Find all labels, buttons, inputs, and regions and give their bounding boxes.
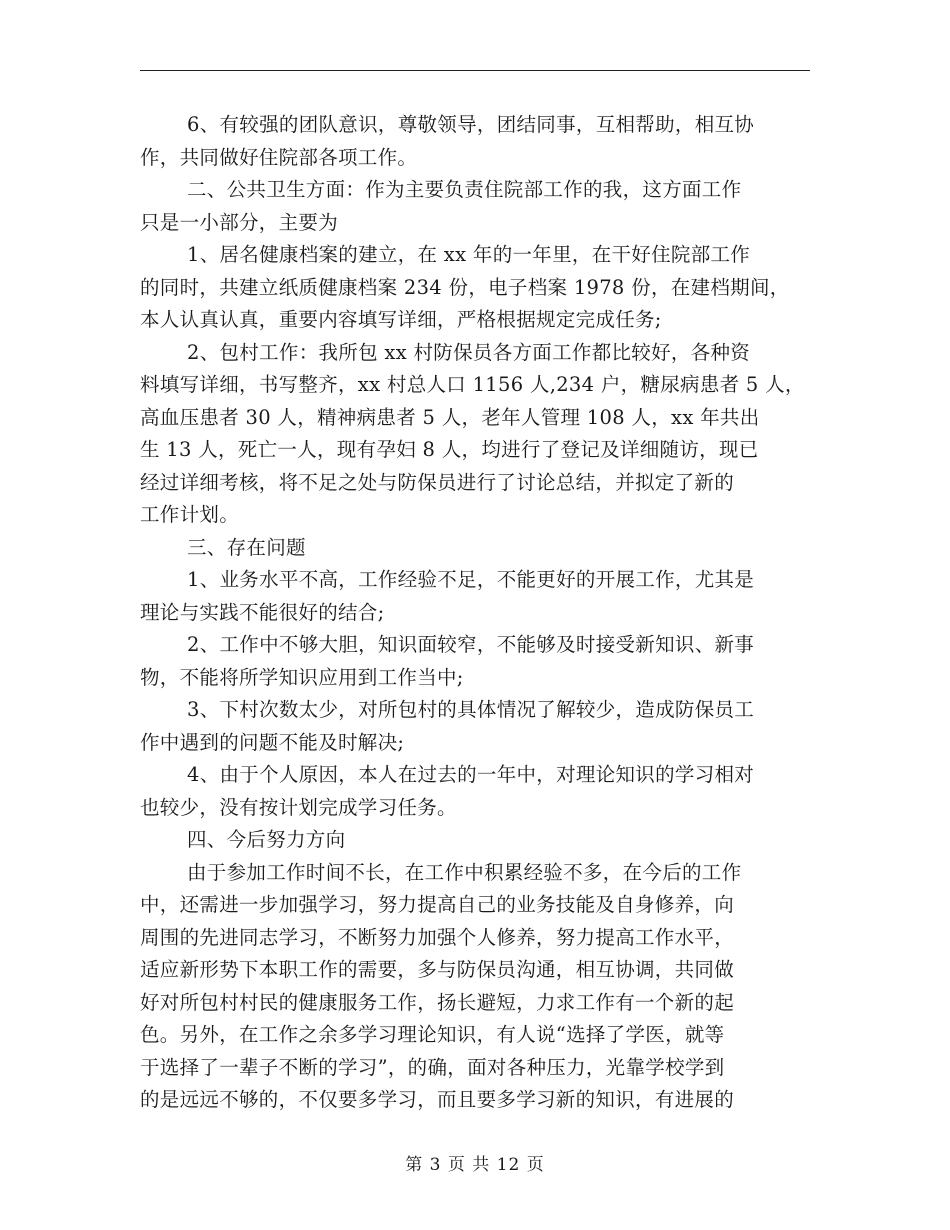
- text-line: 色。另外，在工作之余多学习理论知识，有人说“选择了学医，就等: [140, 1023, 725, 1046]
- text-line: 也较少，没有按计划完成学习任务。: [140, 795, 457, 819]
- text-line: 料填写详细，书写整齐，xx 村总人口 1156 人,234 户，糖尿病患者 5 人，: [140, 373, 805, 396]
- header-rule: [140, 70, 810, 71]
- text-line: 物，不能将所学知识应用到工作当中;: [140, 665, 464, 689]
- page-footer: 第 3 页 共 12 页: [405, 1155, 545, 1175]
- text-line: 3、下村次数太少，对所包村的具体情况了解较少，造成防保员工: [187, 698, 755, 721]
- text-line: 工作计划。: [140, 503, 240, 526]
- text-line: 的同时，共建立纸质健康档案 234 份，电子档案 1978 份，在建档期间，: [140, 275, 790, 299]
- text-line: 生 13 人，死亡一人，现有孕妇 8 人，均进行了登记及详细随访，现已: [140, 438, 759, 461]
- text-line: 经过详细考核，将不足之处与防保员进行了讨论总结，并拟定了新的: [140, 470, 735, 494]
- text-line: 2、包村工作：我所包 xx 村防保员各方面工作都比较好，各种资: [187, 340, 751, 364]
- text-line: 好对所包村村民的健康服务工作，扬长避短，力求工作有一个新的起: [140, 990, 735, 1014]
- text-line: 三、存在问题: [187, 535, 306, 559]
- text-line: 只是一小部分，主要为: [140, 210, 339, 234]
- text-line: 作中遇到的问题不能及时解决;: [140, 730, 405, 754]
- text-line: 2、工作中不够大胆，知识面较窄，不能够及时接受新知识、新事: [187, 633, 755, 656]
- document-body: [140, 109, 810, 1117]
- text-line: 四、今后努力方向: [187, 828, 346, 851]
- text-line: 理论与实践不能很好的结合;: [140, 600, 385, 624]
- text-line: 于选择了一辈子不断的学习”，的确，面对各种压力，光靠学校学到: [140, 1055, 725, 1079]
- text-line: 作，共同做好住院部各项工作。: [140, 145, 418, 169]
- text-line: 周围的先进同志学习，不断努力加强个人修养，努力提高工作水平，: [140, 925, 735, 949]
- text-line: 6、有较强的团队意识，尊敬领导，团结同事，互相帮助，相互协: [187, 113, 755, 136]
- text-line: 适应新形势下本职工作的需要，多与防保员沟通，相互协调，共同做: [140, 958, 735, 981]
- text-line: 中，还需进一步加强学习，努力提高自己的业务技能及自身修养，向: [140, 893, 735, 916]
- text-line: 由于参加工作时间不长，在工作中积累经验不多，在今后的工作: [187, 860, 742, 884]
- text-line: 本人认真认真，重要内容填写详细，严格根据规定完成任务;: [140, 308, 662, 331]
- text-line: 高血压患者 30 人，精神病患者 5 人，老年人管理 108 人，xx 年共出: [140, 405, 760, 429]
- text-line: 4、由于个人原因，本人在过去的一年中，对理论知识的学习相对: [187, 763, 755, 786]
- text-line: 1、居名健康档案的建立，在 xx 年的一年里，在干好住院部工作: [187, 243, 751, 266]
- text-line: 二、公共卫生方面：作为主要负责住院部工作的我，这方面工作: [187, 178, 742, 201]
- text-line: 1、业务水平不高，工作经验不足，不能更好的开展工作，尤其是: [187, 568, 755, 591]
- text-line: 的是远远不够的，不仅要多学习，而且要多学习新的知识，有进展的: [140, 1088, 735, 1111]
